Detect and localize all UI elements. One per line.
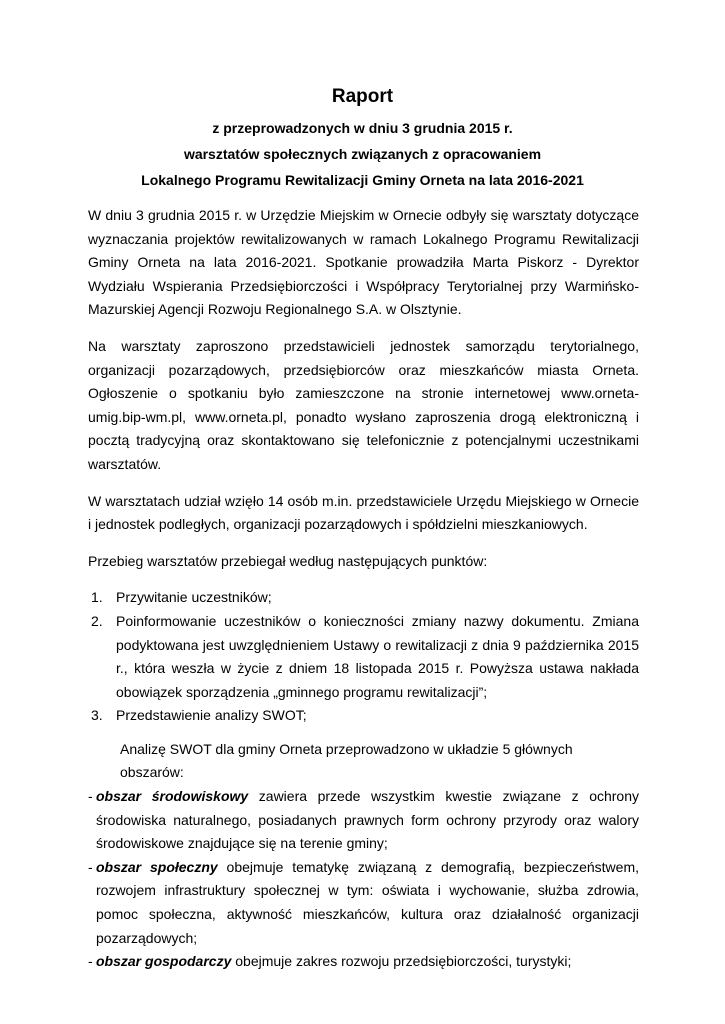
report-subtitle-line3: Lokalnego Programu Rewitalizacji Gminy Orneta na lata 2016-2021: [141, 172, 584, 188]
agenda-list: [88, 586, 639, 728]
area-term: obszar gospodarczy: [96, 953, 232, 970]
area-item: [88, 950, 639, 974]
list-item: [88, 586, 639, 610]
list-number: 1.: [91, 589, 103, 606]
area-item: [88, 785, 639, 856]
dash-marker: -: [88, 953, 93, 970]
paragraph-agenda-intro: Przebieg warsztatów przebiegał według następujących punktów:: [88, 552, 488, 569]
list-number: 3.: [91, 707, 103, 724]
dash-marker: -: [88, 858, 93, 875]
list-number: 2.: [91, 612, 103, 629]
paragraph-intro: W dniu 3 grudnia 2015 r. w Urzędzie Miejskim w Ornecie odbyły się warsztaty dotyczące wyznaczania projektów rewitalizowanych w ramach Lokalnego Programu Rewitalizacji Gminy Orneta na lata 2016-2021. Spotkanie prowadziła Marta Piskorz - Dyrektor Wydziału Wspierania Przedsiębiorczości i Współpracy Terytorialnej przy Warmińsko-Mazurskiej Agencji Rozwoju Regionalnego S.A. w Olsztynie.: [88, 207, 639, 318]
report-subtitle-line1: z przeprowadzonych w dniu 3 grudnia 2015 r.: [212, 120, 513, 136]
report-subtitle-line2: warsztatów społecznych związanych z opracowaniem: [183, 146, 542, 162]
swot-intro: Analizę SWOT dla gminy Orneta przeprowadzono w układzie 5 głównych obszarów:: [120, 740, 573, 781]
area-description: zawiera przede wszystkim kwestie związane z ochrony środowiska naturalnego, posiadanych prawnych form ochrony przyrody oraz walory środowiskowe znajdujące się na terenie gminy;: [96, 788, 639, 852]
list-item: [88, 704, 639, 728]
area-description: obejmuje tematykę związaną z demografią, bezpieczeństwem, rozwojem infrastruktury społecznej w tym: oświata i wychowanie, służba zdrowia, pomoc społeczna, aktywność mieszkańców, kultura oraz działalność organizacji pozarządowych;: [96, 858, 639, 946]
list-item-text: Przedstawienie analizy SWOT;: [116, 707, 307, 724]
list-item-text: Przywitanie uczestników;: [116, 589, 272, 606]
list-item-text: Poinformowanie uczestników o konieczności zmiany nazwy dokumentu. Zmiana podyktowana jest uwzględnieniem Ustawy o rewitalizacji z dnia 9 października 2015 r., która weszła w życie z dniem 18 listopada 2015 r. Powyższa ustawa nakłada obowiązek sporządzenia „gminnego programu rewitalizacji”;: [116, 612, 639, 700]
area-term: obszar społeczny: [96, 858, 218, 875]
report-title: Raport: [331, 86, 394, 107]
area-description: obejmuje zakres rozwoju przedsiębiorczości, turystyki;: [231, 953, 572, 970]
report-body: [88, 204, 639, 974]
area-item: [88, 856, 639, 950]
dash-marker: -: [88, 788, 93, 805]
paragraph-participants: W warsztatach udział wzięło 14 osób m.in. przedstawiciele Urzędu Miejskiego w Ornecie i jednostek podległych, organizacji pozarządowych i spółdzielni mieszkaniowych.: [88, 492, 639, 533]
list-item: [88, 610, 639, 704]
area-term: obszar środowiskowy: [96, 788, 249, 805]
paragraph-invitations: Na warsztaty zaproszono przedstawicieli jednostek samorządu terytorialnego, organizacji pozarządowych, przedsiębiorców oraz mieszkańców miasta Orneta. Ogłoszenie o spotkaniu było zamieszczone na stronie internetowej www.orneta-umig.bip-wm.pl, www.orneta.pl, ponadto wysłano zaproszenia drogą elektroniczną i pocztą tradycyjną oraz skontaktowano się telefonicznie z potencjalnymi uczestnikami warsztatów.: [88, 337, 639, 472]
